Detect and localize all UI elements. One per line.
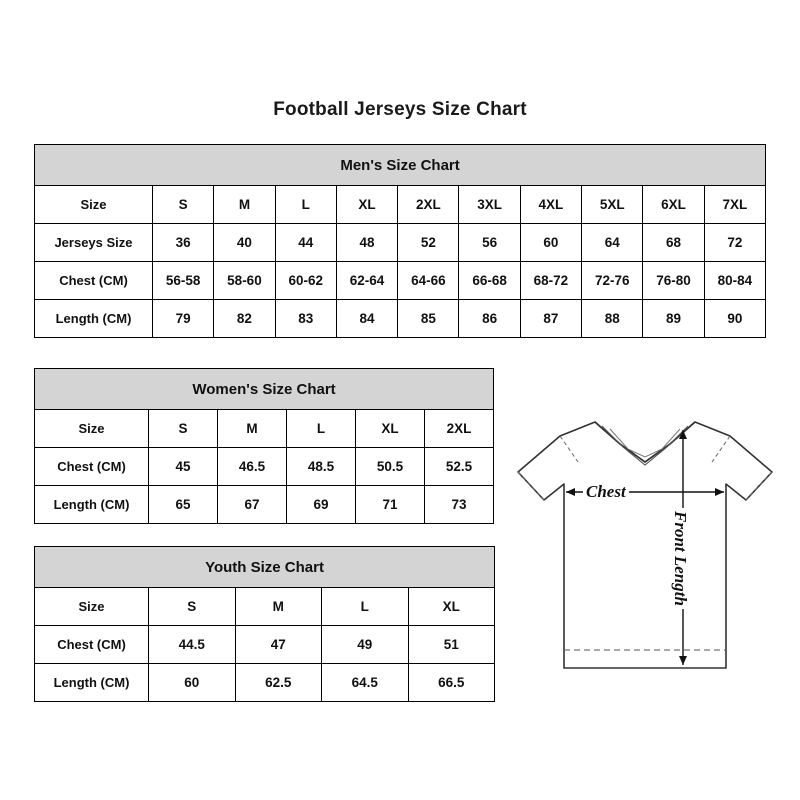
table-cell: 82 <box>214 300 275 338</box>
table-row <box>35 664 495 702</box>
table-row <box>35 588 495 626</box>
table-cell: XL <box>336 186 397 224</box>
table-cell: 85 <box>398 300 459 338</box>
table-row <box>35 224 766 262</box>
table-cell: 62.5 <box>235 664 322 702</box>
table-cell: 90 <box>704 300 765 338</box>
table-cell: 7XL <box>704 186 765 224</box>
mens-table-caption: Men's Size Chart <box>35 145 766 186</box>
table-cell: XL <box>356 410 425 448</box>
table-cell: 60 <box>520 224 581 262</box>
table-cell: 44 <box>275 224 336 262</box>
table-cell: 72 <box>704 224 765 262</box>
front-length-annotation-label: Front Length <box>672 508 689 609</box>
table-cell: 64 <box>582 224 643 262</box>
table-cell: 4XL <box>520 186 581 224</box>
table-cell: M <box>235 588 322 626</box>
table-cell: 72-76 <box>582 262 643 300</box>
table-cell: 48.5 <box>287 448 356 486</box>
womens-table-caption: Women's Size Chart <box>35 369 494 410</box>
table-cell: 52.5 <box>425 448 494 486</box>
table-cell: 68 <box>643 224 704 262</box>
table-caption-row <box>35 369 494 410</box>
row-header: Size <box>35 186 153 224</box>
jersey-outline <box>518 422 772 668</box>
womens-size-chart-table <box>34 368 494 524</box>
table-cell: 52 <box>398 224 459 262</box>
table-cell: 2XL <box>398 186 459 224</box>
table-cell: XL <box>408 588 495 626</box>
table-cell: 87 <box>520 300 581 338</box>
row-header: Length (CM) <box>35 486 149 524</box>
table-caption-row <box>35 547 495 588</box>
table-cell: 50.5 <box>356 448 425 486</box>
table-cell: 80-84 <box>704 262 765 300</box>
table-cell: L <box>287 410 356 448</box>
table-cell: M <box>214 186 275 224</box>
table-cell: 49 <box>322 626 409 664</box>
table-cell: 64-66 <box>398 262 459 300</box>
row-header: Length (CM) <box>35 300 153 338</box>
table-caption-row <box>35 145 766 186</box>
table-cell: S <box>149 588 236 626</box>
table-cell: 44.5 <box>149 626 236 664</box>
table-cell: 65 <box>149 486 218 524</box>
table-cell: 71 <box>356 486 425 524</box>
table-cell: M <box>218 410 287 448</box>
table-cell: 36 <box>153 224 214 262</box>
table-cell: S <box>149 410 218 448</box>
table-cell: 66.5 <box>408 664 495 702</box>
table-cell: 46.5 <box>218 448 287 486</box>
table-row <box>35 300 766 338</box>
table-row <box>35 186 766 224</box>
page-title: Football Jerseys Size Chart <box>273 99 527 120</box>
table-cell: 88 <box>582 300 643 338</box>
table-cell: L <box>322 588 409 626</box>
youth-size-chart-table <box>34 546 495 702</box>
row-header: Chest (CM) <box>35 448 149 486</box>
table-cell: 76-80 <box>643 262 704 300</box>
table-cell: 48 <box>336 224 397 262</box>
table-cell: 67 <box>218 486 287 524</box>
row-header: Size <box>35 588 149 626</box>
table-cell: 58-60 <box>214 262 275 300</box>
table-cell: 60-62 <box>275 262 336 300</box>
table-cell: 79 <box>153 300 214 338</box>
table-row <box>35 410 494 448</box>
table-cell: 45 <box>149 448 218 486</box>
table-cell: L <box>275 186 336 224</box>
chest-annotation-label: Chest <box>583 482 629 502</box>
table-cell: 40 <box>214 224 275 262</box>
table-cell: 56-58 <box>153 262 214 300</box>
row-header: Chest (CM) <box>35 262 153 300</box>
jersey-diagram <box>500 400 790 700</box>
table-cell: 3XL <box>459 186 520 224</box>
table-cell: 73 <box>425 486 494 524</box>
table-cell: 56 <box>459 224 520 262</box>
row-header: Chest (CM) <box>35 626 149 664</box>
table-row <box>35 486 494 524</box>
jersey-illustration-svg <box>500 400 790 700</box>
table-cell: 62-64 <box>336 262 397 300</box>
table-cell: 60 <box>149 664 236 702</box>
table-cell: 5XL <box>582 186 643 224</box>
table-cell: 47 <box>235 626 322 664</box>
table-cell: S <box>153 186 214 224</box>
table-cell: 68-72 <box>520 262 581 300</box>
table-cell: 2XL <box>425 410 494 448</box>
row-header: Size <box>35 410 149 448</box>
table-cell: 64.5 <box>322 664 409 702</box>
table-cell: 69 <box>287 486 356 524</box>
table-cell: 84 <box>336 300 397 338</box>
table-row <box>35 448 494 486</box>
table-cell: 83 <box>275 300 336 338</box>
table-row <box>35 626 495 664</box>
mens-size-chart-table <box>34 144 766 338</box>
table-cell: 86 <box>459 300 520 338</box>
table-row <box>35 262 766 300</box>
table-cell: 89 <box>643 300 704 338</box>
row-header: Jerseys Size <box>35 224 153 262</box>
table-cell: 6XL <box>643 186 704 224</box>
row-header: Length (CM) <box>35 664 149 702</box>
table-cell: 51 <box>408 626 495 664</box>
table-cell: 66-68 <box>459 262 520 300</box>
youth-table-caption: Youth Size Chart <box>35 547 495 588</box>
